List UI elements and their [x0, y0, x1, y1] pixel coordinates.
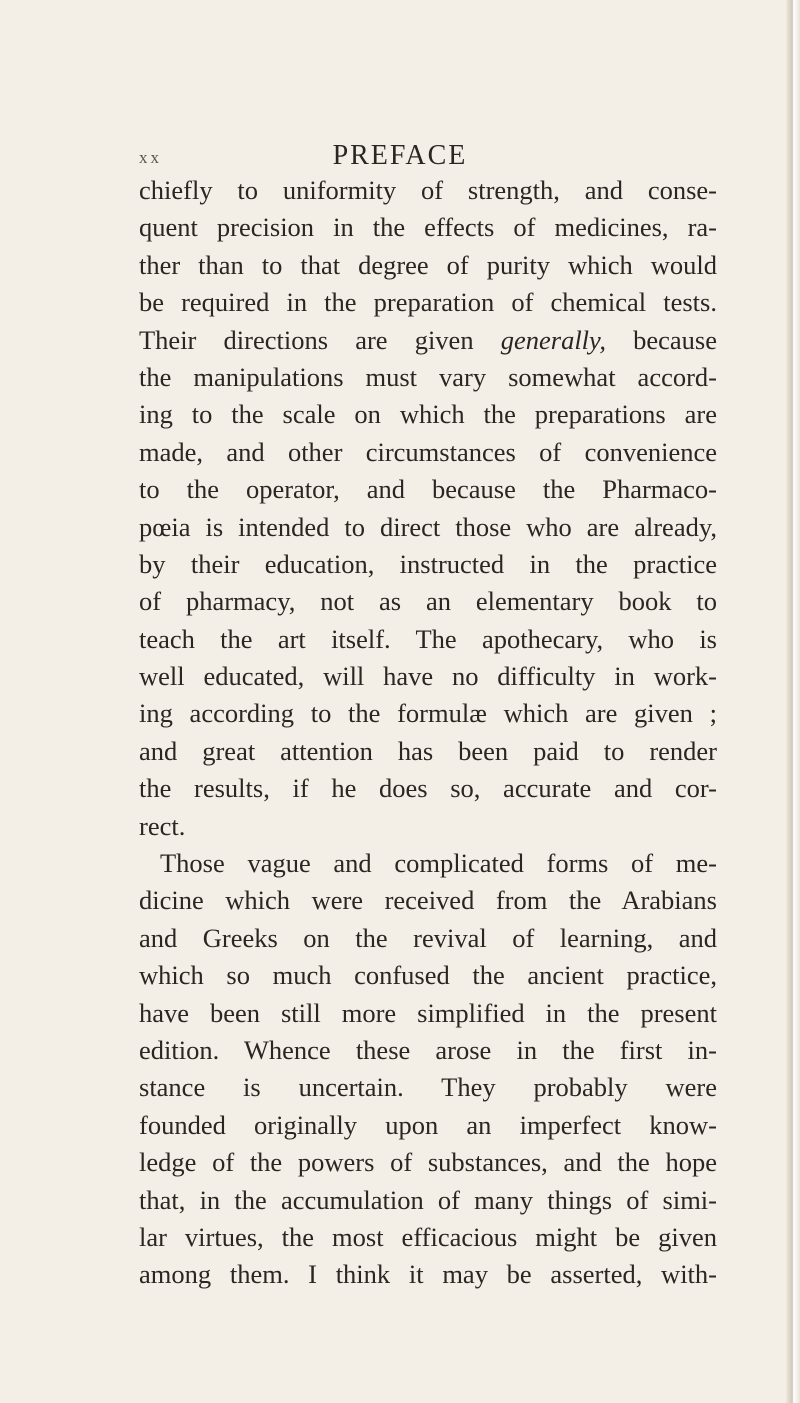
text-line: lar virtues, the most efficacious might be given [139, 1221, 717, 1252]
text-line: ing to the scale on which the preparations are [139, 399, 717, 430]
body-text [139, 172, 717, 1294]
text-line: and Greeks on the revival of learning, and [139, 922, 717, 953]
text-line: quent precision in the effects of medicines, ra- [139, 212, 717, 243]
running-head: PREFACE [332, 140, 468, 171]
text-line: which so much confused the ancient practice, [139, 960, 717, 991]
text-line: edition. Whence these arose in the first in- [139, 1034, 717, 1065]
text-line: to the operator, and because the Pharmaco- [139, 474, 717, 505]
text-line: teach the art itself. The apothecary, who is [139, 623, 717, 654]
text-run: Their directions are given [139, 324, 474, 355]
text-line: among them. I think it may be asserted, with- [139, 1259, 717, 1290]
text-line: and great attention has been paid to render [139, 735, 717, 766]
text-line: chiefly to uniformity of strength, and conse- [139, 175, 717, 205]
text-line: well educated, will have no difficulty in work- [139, 661, 717, 692]
text-line: the manipulations must vary somewhat accord- [139, 361, 717, 392]
text-line: that, in the accumulation of many things of simi- [139, 1184, 717, 1215]
text-line: the results, if he does so, accurate and cor- [139, 773, 717, 804]
page-number: xx [139, 148, 162, 167]
text-line: dicine which were received from the Arabians [139, 885, 717, 916]
text-line: ledge of the powers of substances, and the hope [139, 1147, 717, 1178]
emphasis-word: generally, [500, 324, 606, 355]
text-line: ing according to the formulæ which are given ; [139, 698, 717, 729]
page-edge [786, 0, 800, 1403]
text-line: be required in the preparation of chemical tests. [139, 287, 717, 318]
text-line: made, and other circumstances of convenience [139, 436, 717, 467]
text-line: Those vague and complicated forms of me- [160, 848, 717, 879]
text-line: ther than to that degree of purity which would [139, 249, 717, 280]
text-line: founded originally upon an imperfect know- [139, 1109, 717, 1140]
text-line: by their education, instructed in the practice [139, 548, 717, 579]
text-line: of pharmacy, not as an elementary book to [139, 586, 717, 617]
text-line: have been still more simplified in the present [139, 997, 717, 1028]
text-line: stance is uncertain. They probably were [139, 1072, 717, 1103]
text-line [139, 322, 717, 359]
text-run: because [633, 324, 718, 355]
text-line: pœia is intended to direct those who are already, [139, 511, 717, 542]
text-line: rect. [139, 810, 186, 841]
